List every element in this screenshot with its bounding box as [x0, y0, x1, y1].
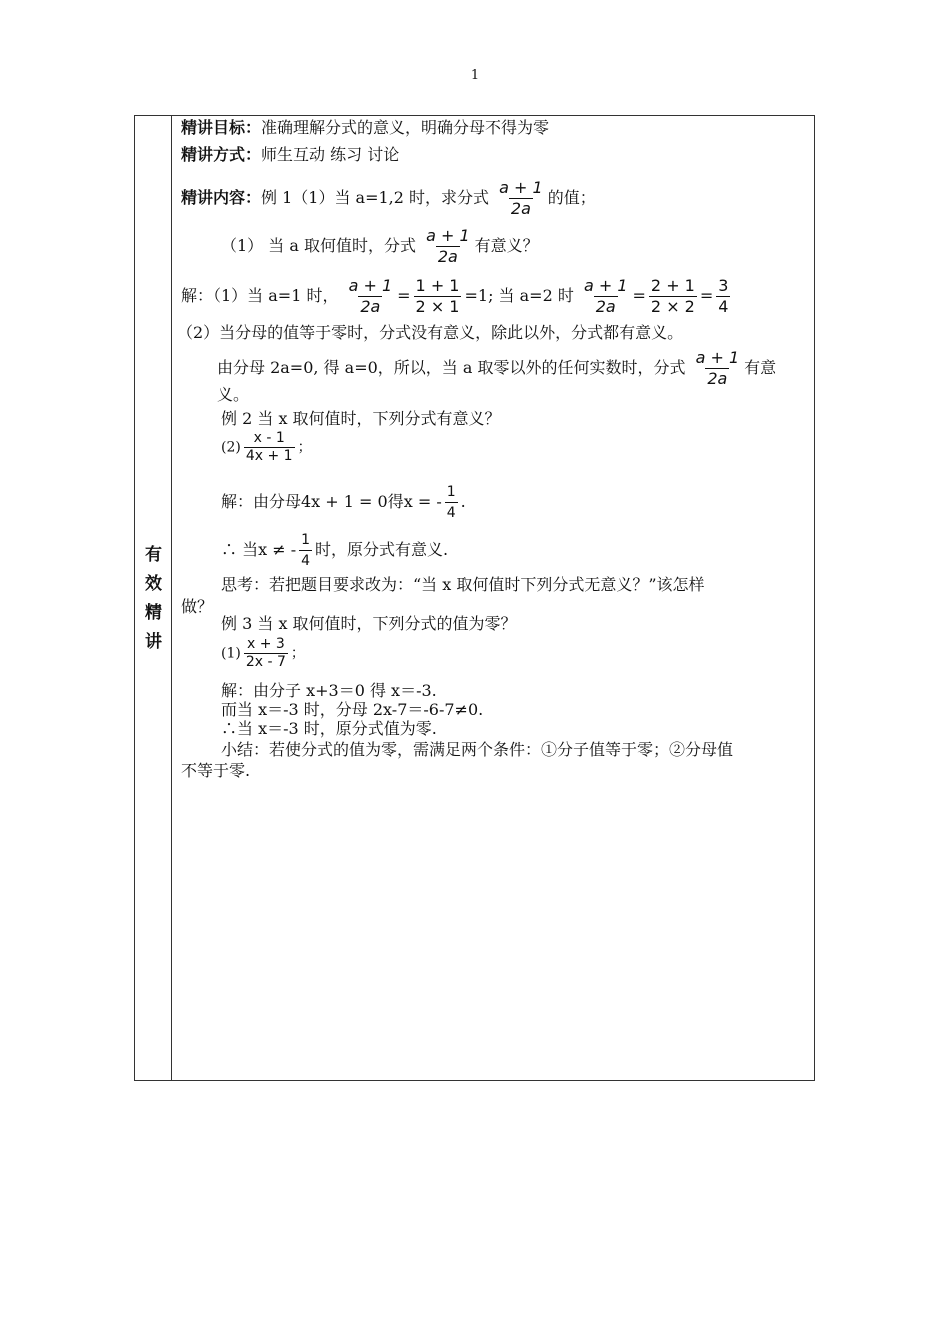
page-number: 1: [470, 68, 480, 83]
ex2-sol-dot: .: [460, 492, 466, 511]
ex1-q2-line: [221, 226, 539, 267]
ex2-sol-lead: 解：由分母4x + 1 = 0得x = -: [221, 492, 442, 511]
fraction-a-plus-1-over-2a: $\frac{a + 1}{2a}$: [348, 276, 393, 316]
sol3-line: [217, 348, 776, 389]
sol3-lead: 由分母 2a=0, 得 a=0，所以，当 a 取零以外的任何实数时，分式: [217, 358, 686, 377]
ex1-q2-tail: 有意义？: [474, 236, 539, 255]
fraction-a-plus-1-over-2a: $\frac{a + 1}{2a}$: [499, 178, 543, 218]
ex2-conc-lead: ∴ 当x ≠ -: [221, 540, 297, 559]
ex2-solution: [221, 482, 466, 523]
eq1-tail: =1; 当 a=2 时: [464, 286, 574, 305]
fraction-x-plus-3: $\frac{x + 3}{2x - 7}$: [245, 636, 286, 670]
ex3-step-2: 而当 x＝-3 时，分母 2x-7＝-6-7≠0.: [221, 700, 484, 719]
sol2-line: （2）当分母的值等于零时，分式没有意义，除此以外，分式都有意义。: [177, 323, 684, 342]
content-cell: [173, 116, 814, 1080]
sol3-end: 义。: [217, 385, 250, 404]
fraction-a-plus-1-over-2a: $\frac{a + 1}{2a}$: [695, 348, 740, 388]
fraction-a-plus-1-over-2a: $\frac{a + 1}{2a}$: [426, 226, 470, 266]
ex3-step-3: ∴当 x＝-3 时，原分式值为零.: [221, 719, 437, 738]
ex3-problem: [221, 636, 305, 671]
sol1-line: 解：（1）当 a=1 时， $\frac{a + 1}{2a}$ = $\frac{1 + 1}{2 \times 1}$ =1; 当 a=2 时 $\frac{a + 1}{2a}$ = $\frac{2 + 1}{2 \times 2}$ = $\frac{3}{4}$: [181, 276, 729, 316]
fraction-3-over-4: $\frac{3}{4}$: [718, 276, 729, 316]
label-char: 效: [145, 574, 162, 594]
fraction-2-plus-1: $\frac{2 + 1}{2 \times 2}$: [650, 276, 695, 316]
ex1-q2-lead: （1） 当 a 取何值时，分式: [221, 236, 416, 255]
ex1-line: [181, 178, 596, 219]
section-label: [135, 541, 172, 657]
fraction-1-over-4: $\frac{1}{4}$: [301, 532, 311, 569]
ex3-semi: ；: [290, 645, 305, 662]
fraction-1-over-4: $\frac{1}{4}$: [446, 484, 456, 521]
ex1-tail: 的值；: [547, 188, 596, 207]
ex2-prefix: (2): [221, 439, 241, 456]
fraction-a-plus-1-over-2a: $\frac{a + 1}{2a}$: [583, 276, 628, 316]
goal-text: 准确理解分式的意义，明确分母不得为零: [261, 118, 550, 137]
ex2-problem: [221, 430, 312, 465]
ex3-step-1: 解：由分子 x+3＝0 得 x＝-3.: [221, 681, 437, 700]
label-char: 有: [145, 545, 162, 565]
goal-line: [181, 117, 549, 139]
summary-line-1: 小结：若使分式的值为零，需满足两个条件：①分子值等于零；②分母值: [221, 740, 734, 759]
ex2-conclusion: [221, 530, 448, 571]
sol3-tail: 有意: [744, 358, 777, 377]
sol-lead: 解：（1）当 a=1 时，: [181, 286, 339, 305]
ex3-title: 例 3 当 x 取何值时，下列分式的值为零？: [221, 614, 517, 633]
think-line-1: 思考：若把题目要求改为：“当 x 取何值时下列分式无意义？”该怎样: [221, 575, 705, 594]
ex2-semi: ；: [297, 439, 312, 456]
fraction-1-plus-1: $\frac{1 + 1}{2 \times 1}$: [415, 276, 460, 316]
ex2-conc-tail: 时，原分式有意义.: [315, 540, 449, 559]
method-line: [181, 144, 399, 166]
method-text: 师生互动 练习 讨论: [261, 145, 400, 164]
ex2-title: 例 2 当 x 取何值时，下列分式有意义？: [221, 409, 501, 428]
content-label: 精讲内容：: [181, 188, 262, 207]
goal-label: 精讲目标：: [181, 118, 262, 137]
fraction-x-minus-1: $\frac{x - 1}{4x + 1}$: [245, 430, 293, 464]
think-line-2: 做？: [181, 597, 214, 616]
label-char: 讲: [145, 632, 162, 652]
summary-line-2: 不等于零.: [181, 761, 251, 780]
lesson-table: [134, 115, 815, 1081]
ex3-prefix: (1): [221, 645, 241, 662]
method-label: 精讲方式：: [181, 145, 262, 164]
ex1-intro: 例 1（1）当 a=1,2 时，求分式: [261, 188, 490, 207]
section-label-cell: [135, 116, 172, 1080]
label-char: 精: [145, 603, 162, 623]
